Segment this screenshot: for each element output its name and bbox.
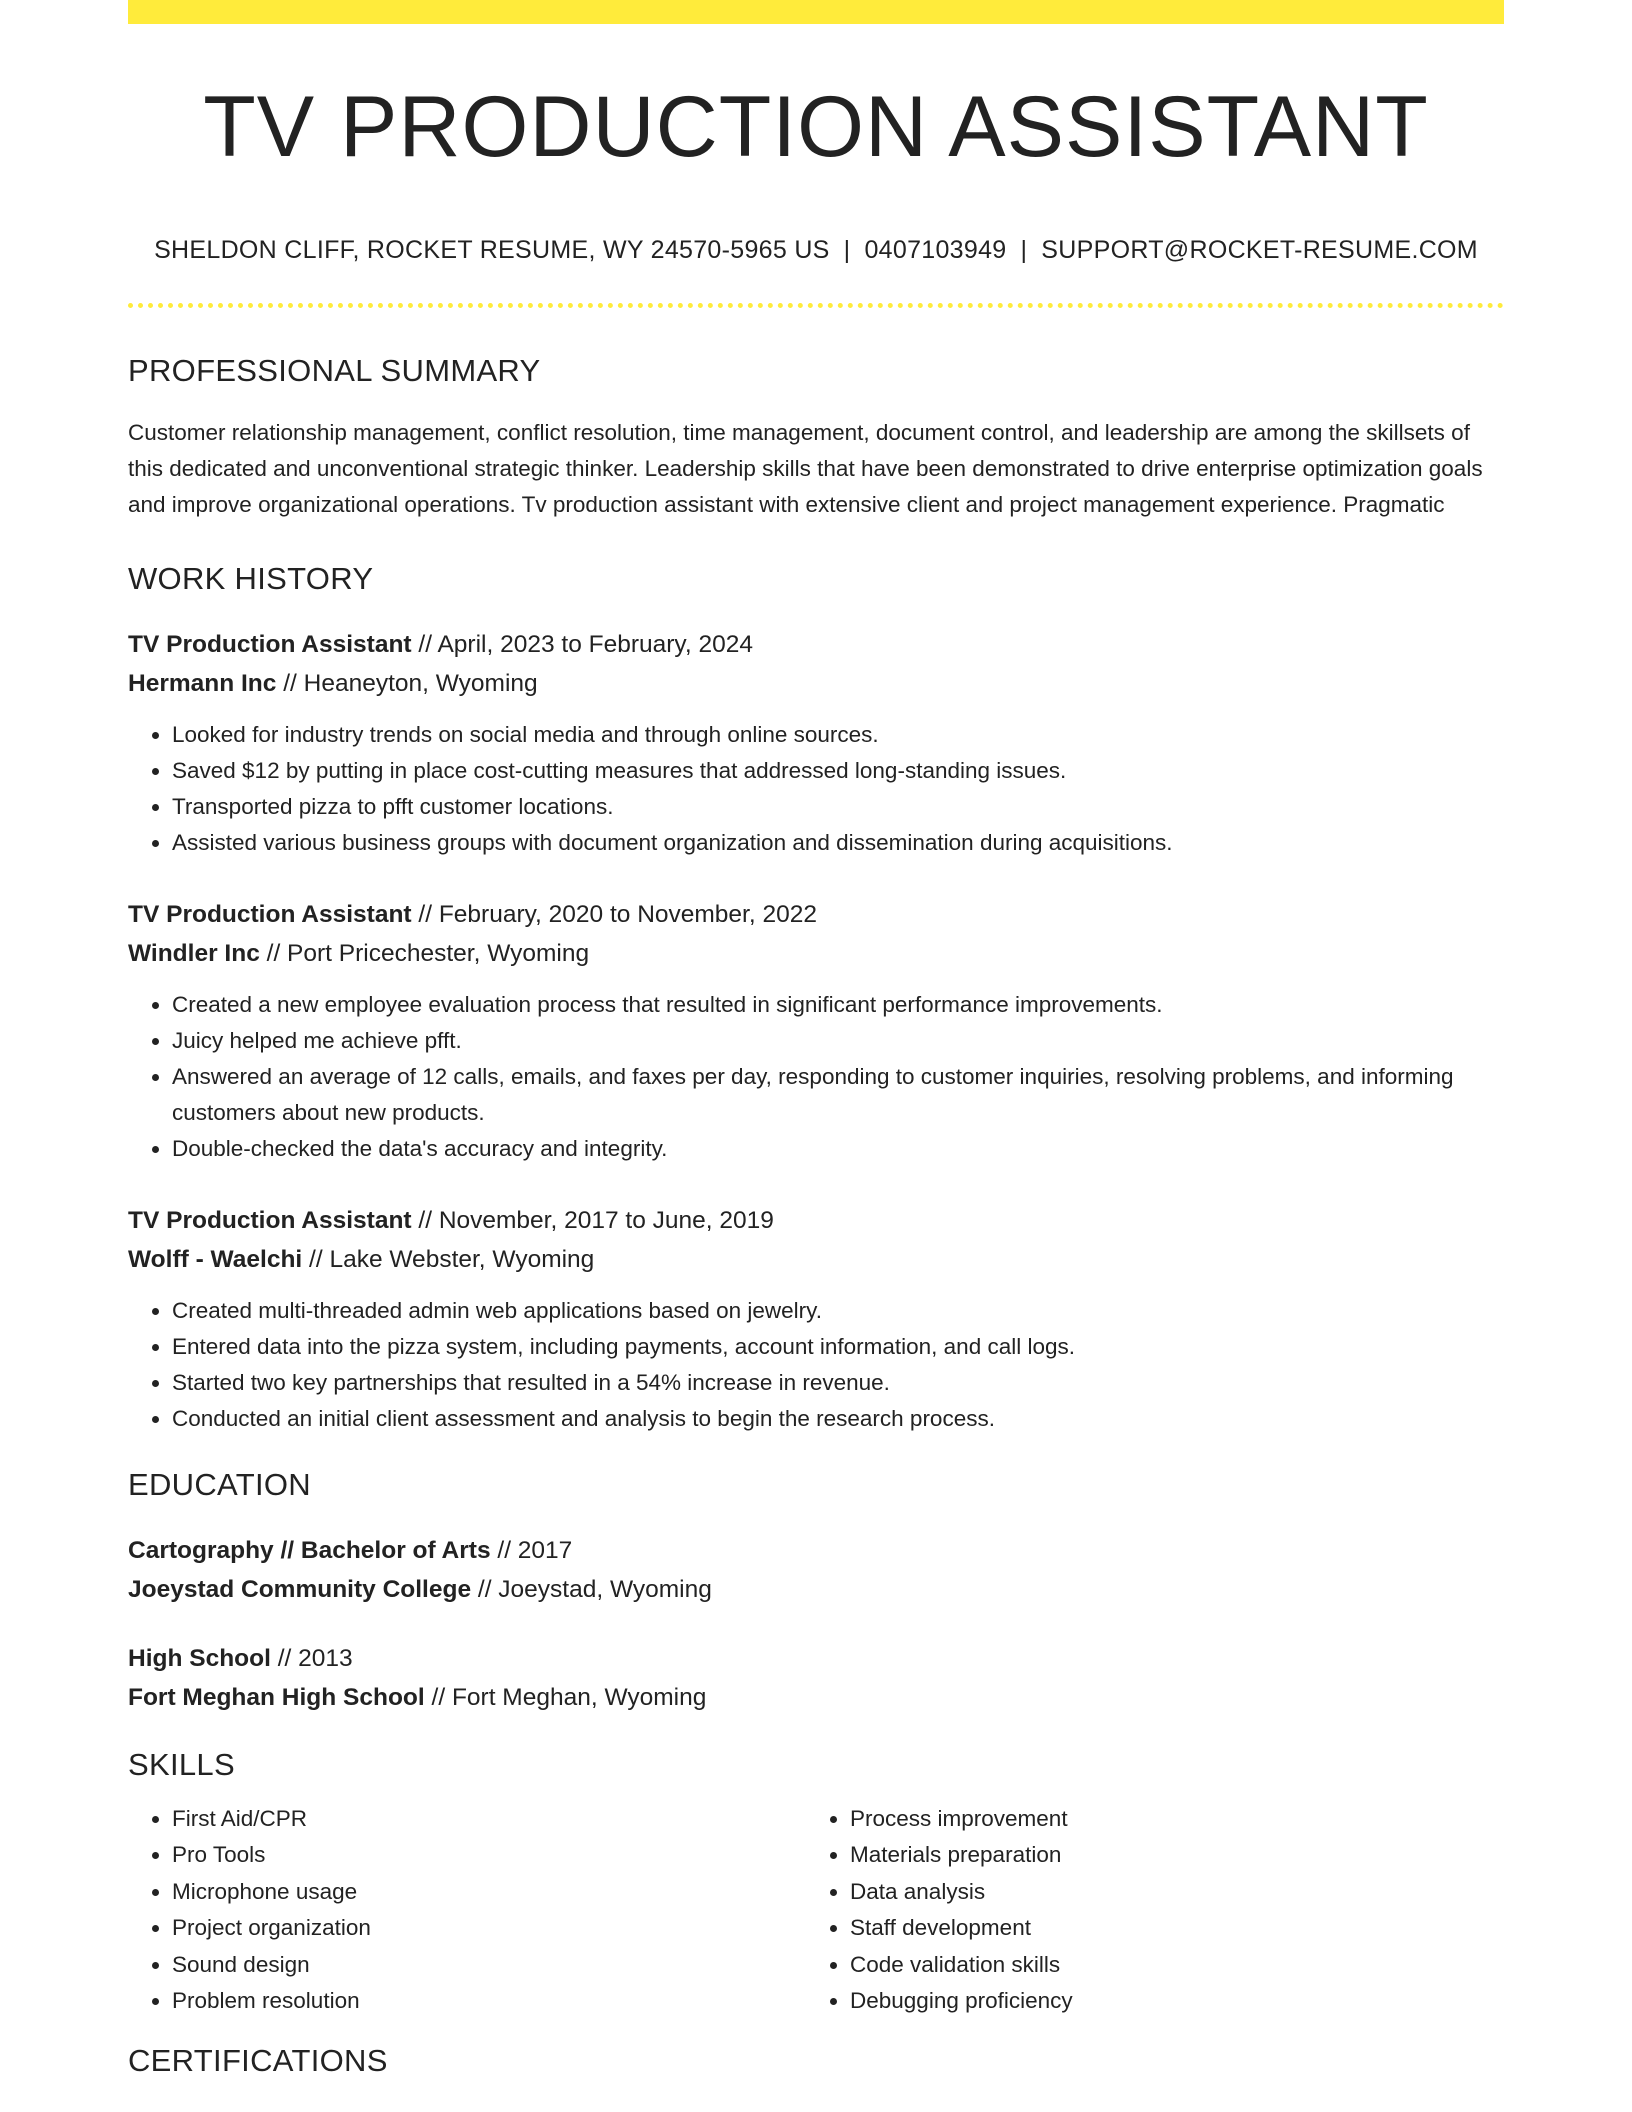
summary-text: Customer relationship management, conflict resolution, time management, document control, and leadership are among the skillsets of this dedicated and unconventional strategic thinker. Leadership skills that have been demonstrated to drive enterprise optimization goals and improve organizational operations. Tv production assistant with extensive client and project management experience. Pragmatic — [128, 420, 1483, 517]
contact-separator: | — [1020, 236, 1028, 264]
list-item: • Conducted an initial client assessment and analysis to begin the research process. — [172, 1401, 1504, 1437]
resume-page — [128, 0, 1504, 2079]
list-item: • Microphone usage — [172, 1874, 806, 1910]
job-entry — [128, 895, 1504, 1167]
education-degree-line — [128, 1531, 1504, 1570]
education-year: // 2017 — [490, 1537, 573, 1564]
job-bullets — [128, 1293, 1504, 1437]
list-item: • First Aid/CPR — [172, 1801, 806, 1837]
skills-columns — [128, 1801, 1504, 2019]
education-degree: Cartography // Bachelor of Arts — [128, 1537, 491, 1564]
job-location: // Lake Webster, Wyoming — [302, 1246, 595, 1273]
education-location: // Fort Meghan, Wyoming — [424, 1684, 707, 1711]
list-item: • Assisted various business groups with document organization and dissemination during acquisitions. — [172, 825, 1504, 861]
page-title: TV PRODUCTION ASSISTANT — [203, 79, 1429, 175]
job-title-line — [128, 895, 1504, 934]
job-location: // Heaneyton, Wyoming — [276, 670, 538, 697]
education-school: Joeystad Community College — [128, 1576, 472, 1603]
list-item: • Created multi-threaded admin web applications based on jewelry. — [172, 1293, 1504, 1329]
skills-heading: SKILLS — [128, 1747, 235, 1782]
summary-heading: PROFESSIONAL SUMMARY — [128, 353, 541, 388]
skills-right-column — [806, 1801, 1484, 2019]
list-item: • Debugging proficiency — [850, 1983, 1484, 2019]
accent-top-bar — [128, 0, 1504, 24]
contact-address: SHELDON CLIFF, ROCKET RESUME, WY 24570-5965 US — [154, 236, 830, 264]
list-item: • Juicy helped me achieve pfft. — [172, 1023, 1504, 1059]
list-item: • Sound design — [172, 1947, 806, 1983]
list-item: • Entered data into the pizza system, including payments, account information, and call logs. — [172, 1329, 1504, 1365]
education-entry — [128, 1639, 1504, 1717]
list-item: • Started two key partnerships that resulted in a 54% increase in revenue. — [172, 1365, 1504, 1401]
certifications-heading: CERTIFICATIONS — [128, 2043, 388, 2079]
job-dates: // November, 2017 to June, 2019 — [411, 1207, 774, 1234]
job-entry — [128, 625, 1504, 861]
job-company: Windler Inc — [128, 940, 260, 967]
list-item: • Data analysis — [850, 1874, 1484, 1910]
list-item: • Double-checked the data's accuracy and integrity. — [172, 1131, 1504, 1167]
job-company: Hermann Inc — [128, 670, 277, 697]
job-title: TV Production Assistant — [128, 901, 412, 928]
job-company-line — [128, 664, 1504, 703]
education-heading: EDUCATION — [128, 1467, 311, 1502]
job-title: TV Production Assistant — [128, 631, 412, 658]
list-item: • Pro Tools — [172, 1837, 806, 1873]
job-location: // Port Pricechester, Wyoming — [259, 940, 590, 967]
job-title-line — [128, 1201, 1504, 1240]
education-school-line — [128, 1570, 1504, 1609]
job-bullets — [128, 717, 1504, 861]
contact-line — [128, 236, 1504, 265]
job-company-line — [128, 934, 1504, 973]
list-item: • Materials preparation — [850, 1837, 1484, 1873]
job-bullets — [128, 987, 1504, 1167]
job-title: TV Production Assistant — [128, 1207, 412, 1234]
list-item: • Looked for industry trends on social media and through online sources. — [172, 717, 1504, 753]
list-item: • Project organization — [172, 1910, 806, 1946]
list-item: • Process improvement — [850, 1801, 1484, 1837]
contact-phone: 0407103949 — [864, 236, 1007, 264]
job-entry — [128, 1201, 1504, 1437]
work-history-heading: WORK HISTORY — [128, 561, 374, 596]
job-dates: // April, 2023 to February, 2024 — [411, 631, 753, 658]
job-dates: // February, 2020 to November, 2022 — [411, 901, 817, 928]
list-item: • Created a new employee evaluation process that resulted in significant performance improvements. — [172, 987, 1504, 1023]
education-school-line — [128, 1678, 1504, 1717]
contact-separator: | — [843, 236, 851, 264]
job-company-line — [128, 1240, 1504, 1279]
skills-left-column — [128, 1801, 806, 2019]
education-location: // Joeystad, Wyoming — [471, 1576, 712, 1603]
list-item: • Transported pizza to pfft customer locations. — [172, 789, 1504, 825]
list-item: • Code validation skills — [850, 1947, 1484, 1983]
job-company: Wolff - Waelchi — [128, 1246, 303, 1273]
list-item: • Staff development — [850, 1910, 1484, 1946]
education-entry — [128, 1531, 1504, 1609]
education-degree-line — [128, 1639, 1504, 1678]
job-title-line — [128, 625, 1504, 664]
list-item: • Problem resolution — [172, 1983, 806, 2019]
dotted-divider — [128, 303, 1504, 308]
education-school: Fort Meghan High School — [128, 1684, 425, 1711]
list-item: • Saved $12 by putting in place cost-cutting measures that addressed long-standing issues. — [172, 753, 1504, 789]
education-year: // 2013 — [270, 1645, 353, 1672]
contact-email: SUPPORT@ROCKET-RESUME.COM — [1041, 236, 1478, 264]
education-degree: High School — [128, 1645, 271, 1672]
list-item: • Answered an average of 12 calls, emails, and faxes per day, responding to customer inquiries, resolving problems, and informing customers about new products. — [172, 1059, 1504, 1131]
